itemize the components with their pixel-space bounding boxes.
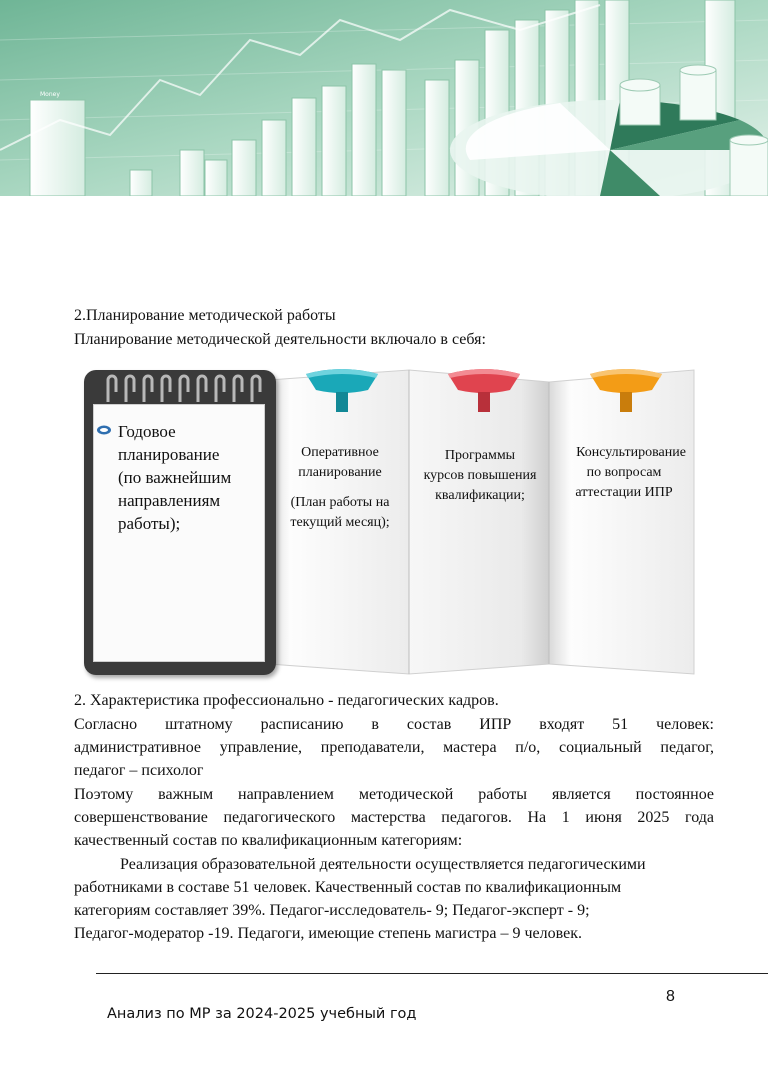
- notebook-line: Годовое: [118, 422, 176, 441]
- notebook-line: планирование: [118, 445, 220, 464]
- pin-icon-teal: [302, 368, 382, 418]
- panel-line: квалификации;: [435, 488, 525, 503]
- notebook-text: [118, 420, 254, 535]
- header-banner-image: [0, 0, 768, 196]
- money-tag: Money: [40, 91, 60, 98]
- panel-line: Программы: [444, 448, 516, 463]
- panel-line: по вопросам: [586, 465, 662, 480]
- page-number: 8: [666, 988, 675, 1005]
- text-line: Педагог-модератор -19. Педагоги, имеющие степень магистра – 9 человек.: [74, 925, 582, 942]
- notebook-line: направлениям: [118, 491, 221, 510]
- panel-line: планирование: [298, 465, 382, 480]
- text-line: Реализация образовательной деятельности осуществляется педагогическими: [120, 856, 646, 873]
- footer-text: Анализ по МР за 2024-2025 учебный год: [107, 1006, 417, 1022]
- pin-icon-red: [444, 368, 524, 418]
- panel-line: курсов повышения: [423, 468, 537, 483]
- notebook-rings-icon: [100, 372, 270, 408]
- paragraph-staff-3: [74, 853, 714, 945]
- panel-label-courses: [412, 446, 548, 506]
- section-title-staff: 2. Характеристика профессионально - педагогических кадров.: [74, 692, 499, 709]
- paragraph-staff-2: [74, 783, 714, 852]
- notebook-line: работы);: [118, 514, 181, 533]
- panel-line: (План работы на: [290, 495, 390, 510]
- panel-line: Консультирование: [576, 445, 686, 460]
- text-line: категориям составляет 39%. Педагог-исследователь- 9; Педагог-эксперт - 9;: [74, 902, 590, 919]
- notebook-line: (по важнейшим: [118, 468, 232, 487]
- panel-line: Оперативное: [301, 445, 379, 460]
- text-line: работниками в составе 51 человек. Качественный состав по квалификационным: [74, 879, 622, 896]
- text-line: административное управление, преподаватели, мастера п/о, социальный педагог,: [74, 739, 714, 756]
- text-line: Поэтому важным направлением методической работы является постоянное: [74, 786, 714, 803]
- text-line: качественный состав по квалификационным категориям:: [74, 832, 463, 849]
- footer-divider: [96, 973, 768, 974]
- panel-label-consulting: [558, 443, 704, 503]
- bullet-icon: [96, 424, 112, 436]
- panel-line: аттестации ИПР: [575, 485, 673, 500]
- text-line: Согласно штатному расписанию в состав ИПР входят 51 человек:: [74, 716, 714, 733]
- panel-line: текущий месяц);: [290, 515, 390, 530]
- panel-line: [274, 483, 406, 493]
- text-line: совершенствование педагогического мастерства педагогов. На 1 июня 2025 года: [74, 809, 714, 826]
- pin-icon-orange: [586, 368, 666, 418]
- panel-label-operational: [274, 443, 406, 533]
- text-line: педагог – психолог: [74, 762, 204, 779]
- section-intro-planning: Планирование методической деятельности включало в себя:: [74, 331, 486, 348]
- section-title-planning: 2.Планирование методической работы: [74, 307, 336, 324]
- paragraph-staff-1: [74, 713, 714, 782]
